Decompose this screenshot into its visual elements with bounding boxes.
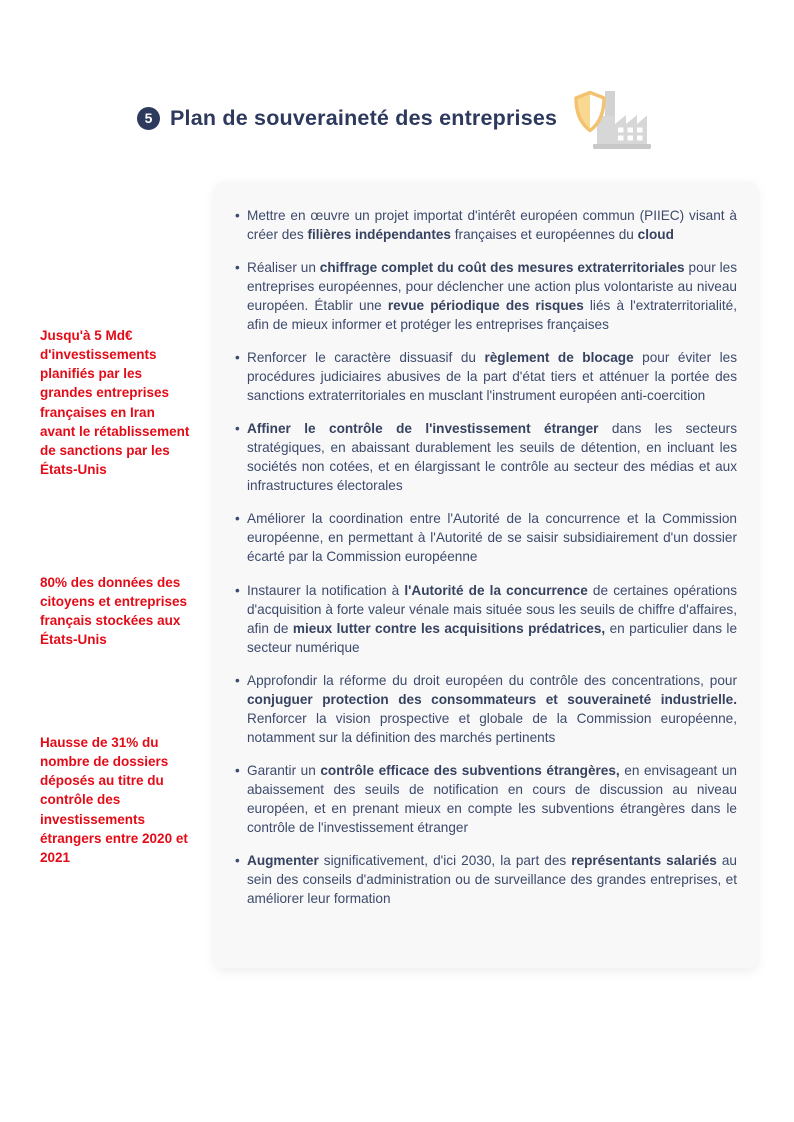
measure-text: Garantir un xyxy=(247,762,321,778)
measure-text-bold: conjuguer protection des consommateurs et souveraineté industrielle. xyxy=(247,691,737,707)
measure-item xyxy=(233,671,737,747)
measure-text-bold: mieux lutter contre les acquisitions prédatrices, xyxy=(292,620,606,636)
measure-text: dans les secteurs stratégiques, en abaissant durablement les seuils de détention, en incluant les sociétés non cotées, et en élargissant le contrôle au secteur des médias et aux infrastructures électorales xyxy=(247,421,737,494)
measure-text: Mettre en œuvre un projet importat d'intérêt européen commun (PIIEC) visant à créer des xyxy=(247,208,737,243)
bullet-dot-icon: • xyxy=(235,672,240,688)
measure-text: Réaliser un xyxy=(247,260,320,276)
measure-text: pour éviter les procédures judiciaires abusives de la part d'état tiers et atténuer la portée des sanctions extraterritoriales en musclant l'instrument européen anti-coercition xyxy=(247,350,738,404)
measure-text: Renforcer la vision prospective et globale de la Commission européenne, notamment sur la définition des marchés pertinents xyxy=(247,710,737,745)
bullet-dot-icon: • xyxy=(235,762,240,778)
measure-text: en envisageant un abaissement des seuils de notification en cours de discussion au niveau européen, et en prenant mieux en compte les subventions étrangères dans le contrôle de l'investissement étranger xyxy=(247,762,737,835)
measure-item xyxy=(233,509,737,566)
measures-panel xyxy=(215,182,757,968)
bullet-dot-icon: • xyxy=(235,260,240,276)
measure-text-bold: cloud xyxy=(637,227,674,243)
bullet-dot-icon: • xyxy=(235,350,240,366)
measure-text-bold: contrôle efficace des subventions étrangères, xyxy=(320,762,620,778)
measure-text-bold: Augmenter xyxy=(247,852,319,868)
bullet-dot-icon: • xyxy=(235,582,240,598)
measure-text: pour les entreprises européennes, pour déclencher une action plus volontariste au niveau européen. Établir une xyxy=(247,260,737,314)
callout-stat-filings: Hausse de 31% du nombre de dossiers déposés au titre du contrôle des investissements étrangers entre 2020 et 2021 xyxy=(40,735,188,865)
measure-item xyxy=(233,761,737,837)
bullet-dot-icon: • xyxy=(235,852,240,868)
bullet-dot-icon: • xyxy=(235,421,240,437)
measure-text: Renforcer le caractère dissuasif du xyxy=(247,350,485,366)
measure-text-bold: chiffrage complet du coût des mesures extraterritoriales xyxy=(319,260,685,276)
measure-text-bold: revue périodique des risques xyxy=(387,298,584,314)
measure-item xyxy=(233,581,737,657)
measure-text: de certaines opérations d'acquisition à forte valeur vénale mais située sous les seuils de chiffre d'affaires, afin de xyxy=(247,582,737,636)
callout-stat-investments: Jusqu'à 5 Md€ d'investissements planifiés par les grandes entreprises françaises en Iran avant le rétablissement de sanctions par les États-Unis xyxy=(40,328,190,478)
section-number-badge: 5 xyxy=(137,107,160,130)
measure-item xyxy=(233,258,737,334)
measure-text: Améliorer la coordination entre l'Autorité de la concurrence et la Commission européenne, en permettant à l'Autorité de se saisir subsidiairement d'un dossier écarté par la Commission européenne xyxy=(247,511,737,565)
measure-text: Instaurer la notification à xyxy=(247,582,405,598)
shield-factory-icon xyxy=(569,90,651,152)
measure-text: liés à l'extraterritorialité, afin de mieux informer et protéger les entreprises françaises xyxy=(247,298,737,333)
measure-text-bold: l'Autorité de la concurrence xyxy=(404,582,588,598)
measure-item xyxy=(233,419,737,495)
measure-text: françaises et européennes du xyxy=(450,227,638,243)
page-title: Plan de souveraineté des entreprises xyxy=(170,105,558,130)
measure-item xyxy=(233,348,737,405)
bullet-dot-icon: • xyxy=(235,511,240,527)
measure-text-bold: Affiner le contrôle de l'investissement étranger xyxy=(247,421,599,437)
measures-list xyxy=(233,206,737,908)
measure-text: significativement, d'ici 2030, la part des xyxy=(318,852,572,868)
callout-stat-data-storage: 80% des données des citoyens et entreprises français stockées aux États-Unis xyxy=(40,575,188,648)
bullet-dot-icon: • xyxy=(235,208,240,223)
measure-item xyxy=(233,206,737,244)
measure-text-bold: règlement de blocage xyxy=(484,350,634,366)
measure-text-bold: filières indépendantes xyxy=(307,227,451,243)
page-header xyxy=(137,84,651,152)
measure-text-bold: représentants salariés xyxy=(571,852,717,868)
measure-text: en particulier dans le secteur numérique xyxy=(247,620,738,655)
measure-item xyxy=(233,851,737,908)
measure-text: au sein des conseils d'administration ou de surveillance des grandes entreprises, et améliorer leur formation xyxy=(247,852,737,906)
measure-text: Approfondir la réforme du droit européen du contrôle des concentrations, pour xyxy=(247,672,737,688)
